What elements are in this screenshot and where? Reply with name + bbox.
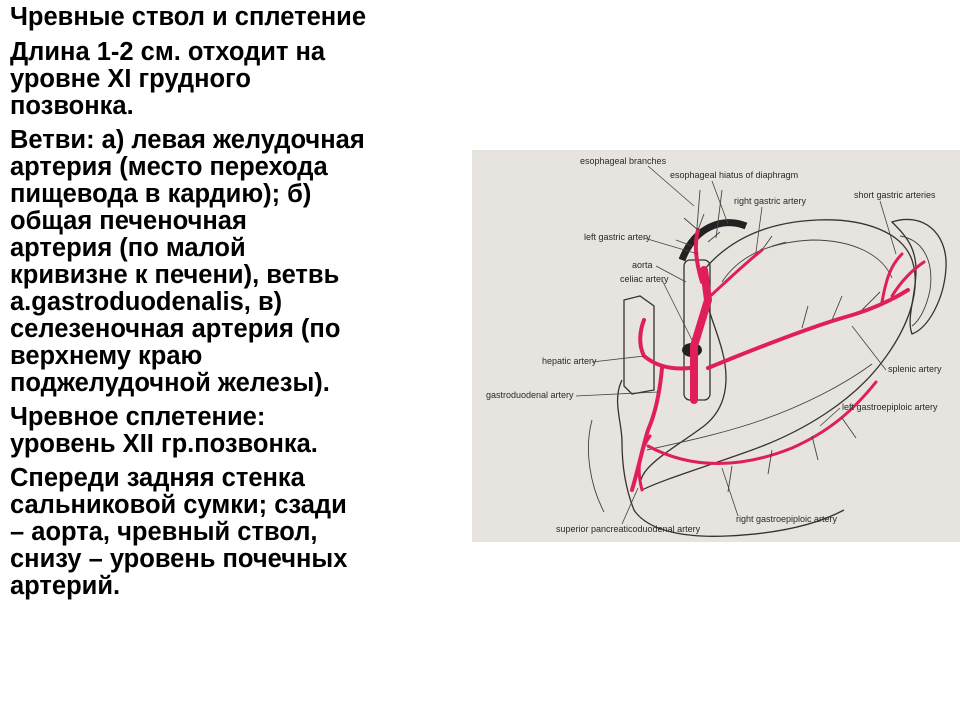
slide-title-text: Чревные ствол и сплетение — [10, 3, 367, 31]
label-splenic-text: splenic artery — [888, 364, 942, 374]
leader-line — [622, 488, 638, 524]
diagram-svg — [472, 150, 960, 542]
text-line: общая печеночная — [10, 207, 247, 235]
pancreas-outline — [647, 364, 872, 450]
leader-line — [852, 326, 886, 370]
label-short-gastric-text: short gastric arteries — [854, 190, 936, 200]
text-line: позвонка. — [10, 92, 134, 120]
text-line: a.gastroduodenalis, в) — [10, 288, 283, 316]
label-left-gastric-text: left gastric artery — [584, 232, 651, 242]
label-celiac — [620, 274, 692, 340]
slide-title — [10, 4, 472, 31]
label-right-gastric-text: right gastric artery — [734, 196, 807, 206]
text-line: уровне XI грудного — [10, 65, 251, 93]
text-line: Ветви: а) левая желудочная — [10, 126, 365, 154]
label-aorta-text: aorta — [632, 260, 653, 270]
text-line: поджелудочной железы). — [10, 369, 330, 397]
label-esophageal-branches-text: esophageal branches — [580, 156, 667, 166]
label-gastroduodenal — [486, 390, 658, 400]
text-line: артерий. — [10, 572, 121, 600]
slide-text — [10, 4, 472, 607]
leader-line — [880, 201, 896, 254]
text-line: пищевода в кардию); б) — [10, 180, 312, 208]
leader-line — [576, 392, 658, 396]
text-line: кривизне к печени), ветвь — [10, 261, 340, 289]
leader-line — [756, 207, 762, 252]
celiac-trunk-diagram — [472, 150, 960, 542]
celiac-trunk-path — [694, 270, 708, 400]
leader-line — [722, 468, 738, 516]
text-line: сальниковой сумки; сзади — [10, 491, 347, 519]
label-esophageal-branches — [580, 156, 694, 206]
label-hepatic — [542, 356, 644, 366]
pancreaticoduodenal-path — [639, 436, 650, 490]
gastroepiploic-path — [648, 382, 876, 464]
fine-branches — [676, 214, 880, 492]
text-line: артерия (по малой — [10, 234, 246, 262]
spleen-outline — [892, 219, 946, 334]
label-esophageal-hiatus-text: esophageal hiatus of diaphragm — [670, 170, 799, 180]
label-left-gastric — [584, 232, 698, 254]
label-right-gastroepiploic-text: right gastroepiploic artery — [736, 514, 838, 524]
label-short-gastric — [854, 190, 936, 254]
paragraph-relations — [10, 465, 472, 600]
text-line: верхнему краю — [10, 342, 203, 370]
paragraph-length — [10, 39, 472, 120]
paragraph-branches — [10, 127, 472, 397]
leader-line — [592, 356, 644, 362]
paragraph-plexus — [10, 404, 472, 458]
text-line: артерия (место перехода — [10, 153, 328, 181]
common-hepatic-path — [640, 320, 690, 369]
leader-line — [712, 181, 728, 224]
text-line: Спереди задняя стенка — [10, 464, 305, 492]
duodenum-inner — [588, 420, 604, 512]
leader-line — [662, 280, 692, 340]
text-line: – аорта, чревный ствол, — [10, 518, 318, 546]
splenic-path — [708, 290, 908, 368]
text-line: снизу – уровень почечных — [10, 545, 348, 573]
text-line: уровень XII гр.позвонка. — [10, 430, 318, 458]
label-splenic — [852, 326, 942, 374]
label-left-gastroepiploic-text: left gastroepiploic artery — [842, 402, 938, 412]
label-right-gastroepiploic — [722, 468, 838, 524]
label-hepatic-text: hepatic artery — [542, 356, 597, 366]
text-line: Чревное сплетение: — [10, 403, 266, 431]
text-line: Длина 1-2 см. отходит на — [10, 38, 326, 66]
label-gastroduodenal-text: gastroduodenal artery — [486, 390, 574, 400]
label-superior-pancreaticoduodenal-text: superior pancreaticoduodenal artery — [556, 524, 701, 534]
right-gastric-path — [706, 250, 762, 300]
text-line: селезеночная артерия (по — [10, 315, 341, 343]
label-celiac-text: celiac artery — [620, 274, 669, 284]
gastroduodenal-path — [632, 368, 662, 490]
